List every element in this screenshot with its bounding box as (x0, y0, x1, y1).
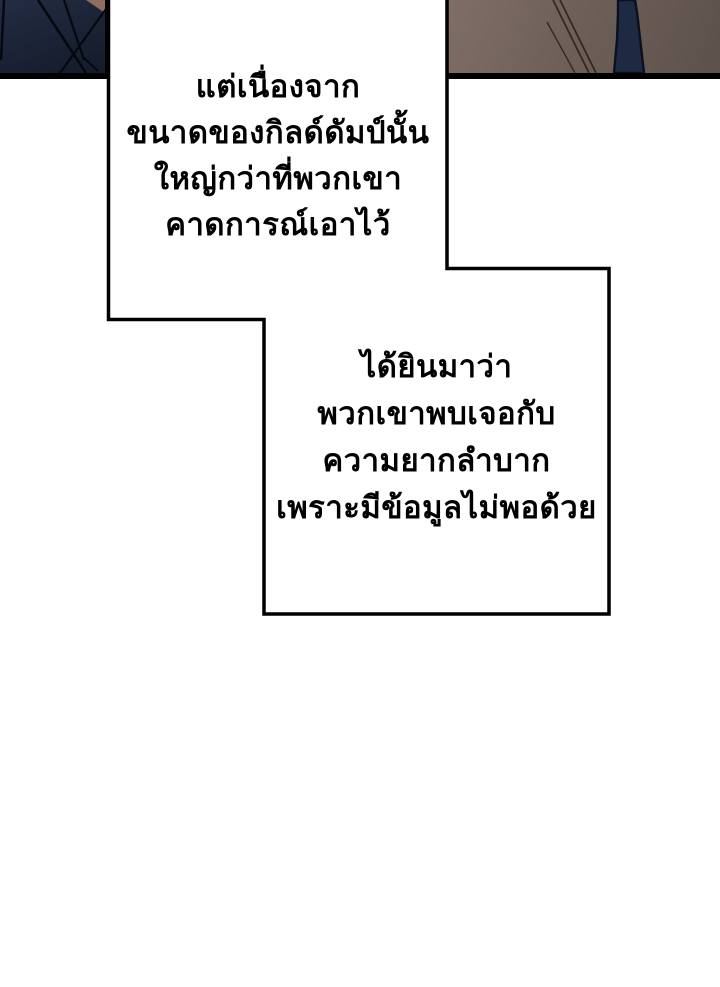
dialogue-line: แต่เนื่องจาก (195, 69, 361, 105)
dialogue-line: เพราะมีข้อมูลไม่พอด้วย (276, 490, 597, 526)
dialogue-line: ได้ยินมาว่า (360, 349, 513, 385)
speech-bubble-2-text (264, 344, 609, 532)
dialogue-line: ความยากลำบาก (322, 443, 551, 479)
dialogue-line: พวกเขาพบเจอกับ (317, 396, 556, 432)
dialogue-line: ใหญ่กว่าที่พวกเขา (153, 161, 403, 197)
dialogue-line: ขนาดของกิลด์ดัมป์นั้น (126, 115, 430, 151)
dialogue-line: คาดการณ์เอาไว้ (165, 207, 391, 243)
speech-bubble-1-text (110, 64, 446, 248)
